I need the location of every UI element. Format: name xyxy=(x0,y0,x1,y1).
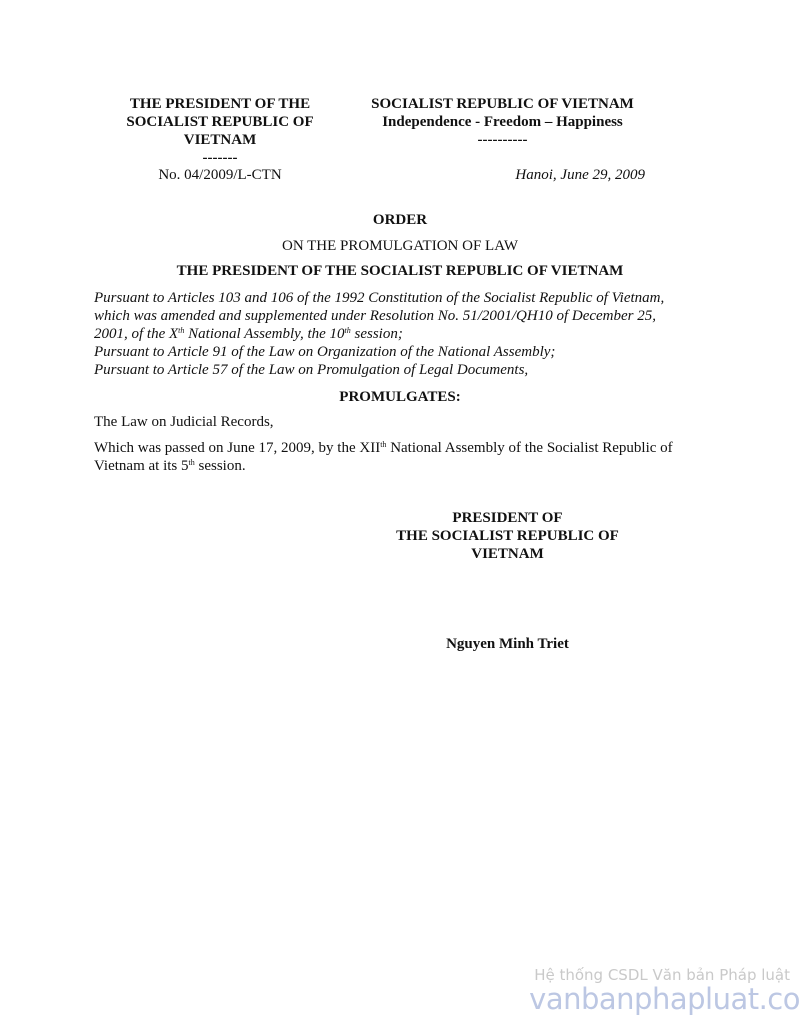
preamble-line-2: which was amended and supplemented under Resolution No. 51/2001/QH10 of December 25, xyxy=(94,308,657,324)
national-separator: ---------- xyxy=(477,132,528,148)
law-name: The Law on Judicial Records, xyxy=(94,414,274,430)
issuer-line-3: VIETNAM xyxy=(183,132,257,148)
issuer-separator: ------- xyxy=(202,150,238,166)
national-name: SOCIALIST REPUBLIC OF VIETNAM xyxy=(371,96,634,112)
document-date: Hanoi, June 29, 2009 xyxy=(515,167,645,183)
signatory-name: Nguyen Minh Triet xyxy=(446,636,569,652)
issuer-header xyxy=(105,95,335,167)
promulgates-heading: PROMULGATES: xyxy=(339,389,461,405)
preamble-line-1: Pursuant to Articles 103 and 106 of the 1992 Constitution of the Socialist Republic of Vietnam, xyxy=(94,290,665,306)
document-type: ORDER xyxy=(372,212,428,228)
document-number: No. 04/2009/L-CTN xyxy=(158,167,282,183)
preamble xyxy=(94,289,714,379)
document-issuer: THE PRESIDENT OF THE SOCIALIST REPUBLIC OF VIETNAM xyxy=(176,263,624,279)
watermark-site: vanbanphapluat.co xyxy=(529,982,800,1016)
issuer-line-1: THE PRESIDENT OF THE xyxy=(129,96,311,112)
national-motto: Independence - Freedom – Happiness xyxy=(382,114,623,130)
law-passage-note: Which was passed on June 17, 2009, by the XIIth National Assembly of the Socialist Republic of Vietnam at its 5th session. xyxy=(94,440,673,474)
preamble-line-5: Pursuant to Article 57 of the Law on Promulgation of Legal Documents, xyxy=(94,362,529,378)
preamble-line-3: 2001, of the Xth National Assembly, the 10th session; xyxy=(94,326,403,342)
document-subject: ON THE PROMULGATION OF LAW xyxy=(281,238,518,254)
signatory-title: PRESIDENT OF THE SOCIALIST REPUBLIC OF VIETNAM xyxy=(396,510,619,562)
national-header xyxy=(345,95,660,149)
watermark-caption: Hệ thống CSDL Văn bản Pháp luật xyxy=(534,966,790,984)
issuer-line-2: SOCIALIST REPUBLIC OF xyxy=(126,114,314,130)
preamble-line-4: Pursuant to Article 91 of the Law on Organization of the National Assembly; xyxy=(94,344,556,360)
